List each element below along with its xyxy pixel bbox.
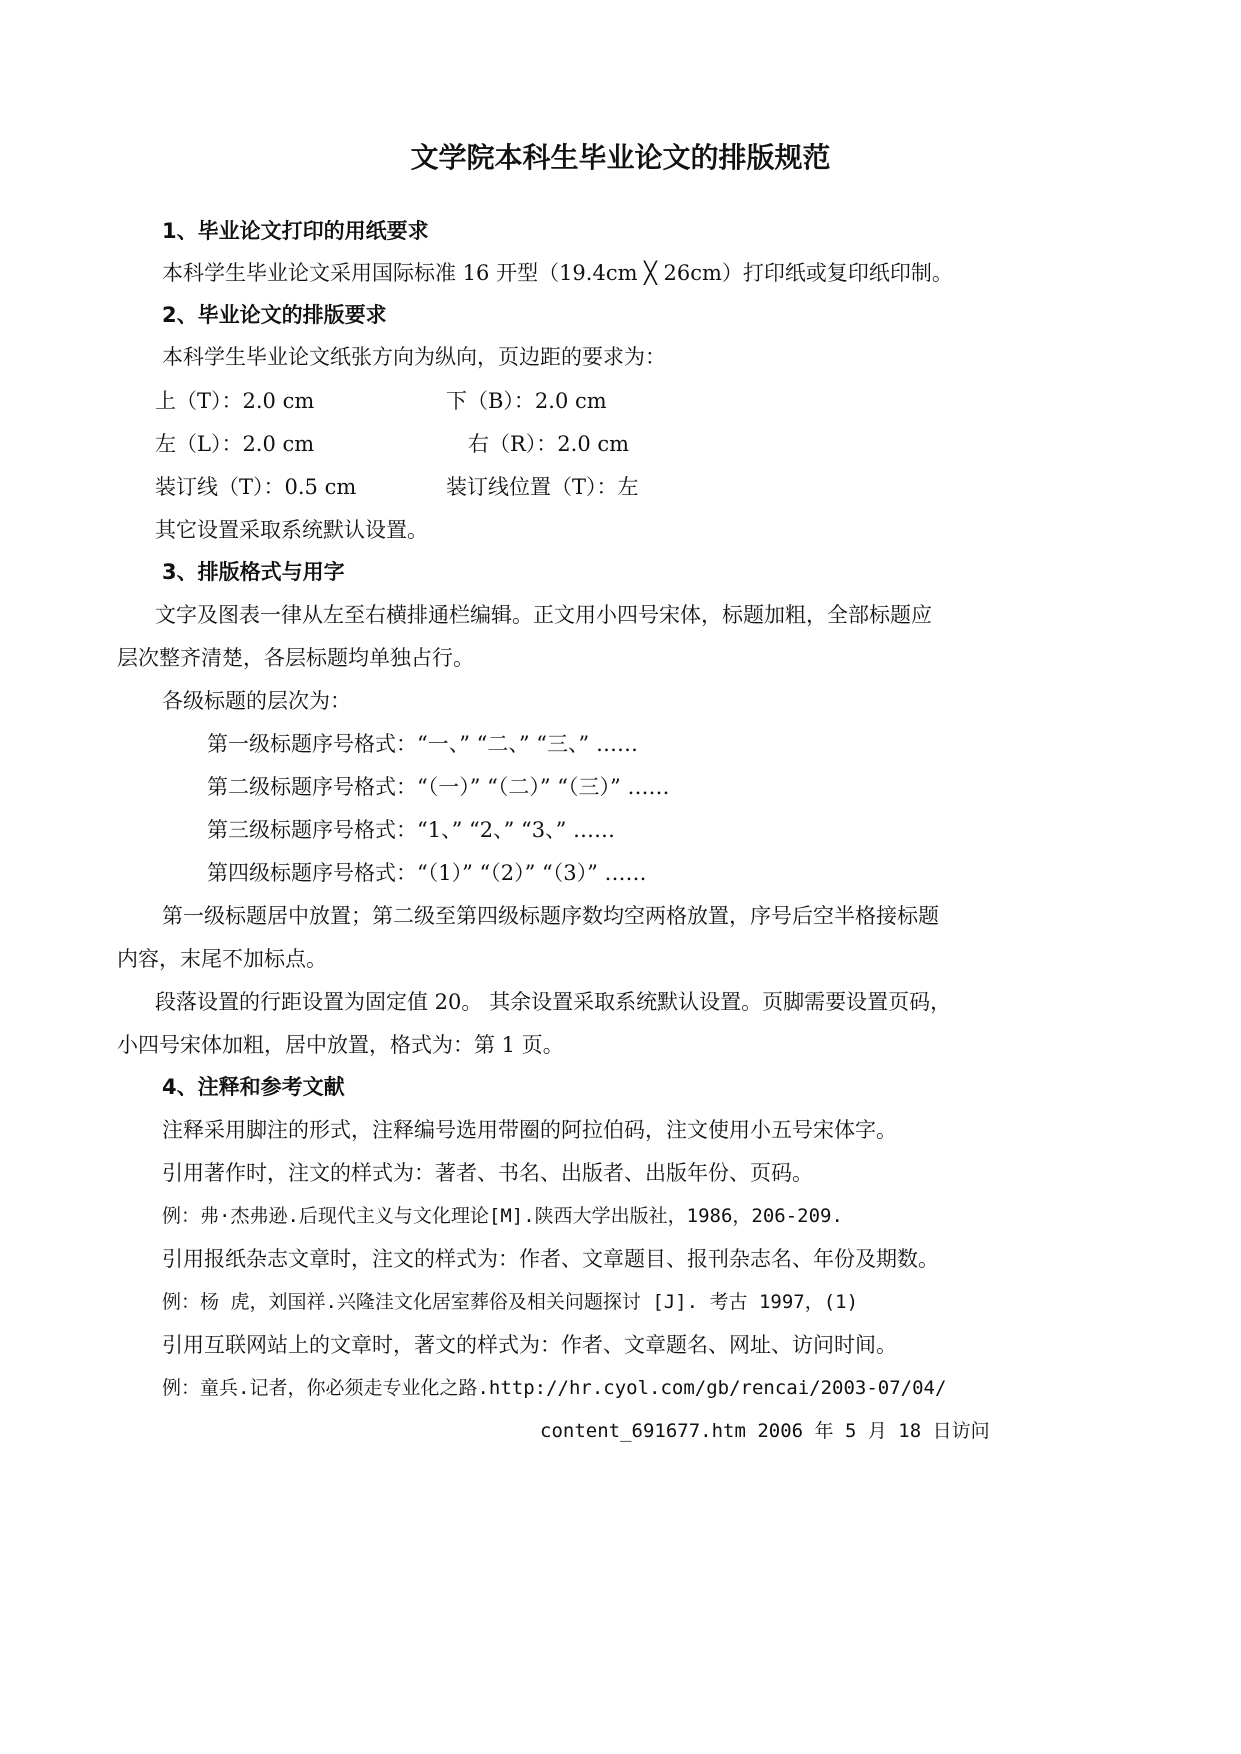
body-text-line: 引用报纸杂志文章时，注文的样式为：作者、文章题目、报刊杂志名、年份及期数。 [162, 1247, 939, 1271]
section-heading-1: 1、毕业论文打印的用纸要求 [162, 219, 429, 243]
body-text-line: 引用互联网站上的文章时，著文的样式为：作者、文章题名、网址、访问时间。 [162, 1333, 897, 1357]
section-heading-3: 3、排版格式与用字 [162, 560, 345, 584]
body-text-line: 注释采用脚注的形式，注释编号选用带圈的阿拉伯码，注文使用小五号宋体字。 [162, 1118, 897, 1142]
body-text-line: 各级标题的层次为： [162, 689, 351, 713]
margin-left: 左（L）：2.0 cm [155, 432, 315, 456]
body-text-line: 段落设置的行距设置为固定值 20。 其余设置采取系统默认设置。页脚需要设置页码， [155, 990, 952, 1014]
heading-level-format: 第四级标题序号格式：“（1）” “（2）” “（3）” …… [207, 861, 647, 885]
heading-level-format: 第二级标题序号格式：“（一）” “（二）” “（三）” …… [207, 775, 670, 799]
body-text-line: 引用著作时，注文的样式为：著者、书名、出版者、出版年份、页码。 [162, 1161, 813, 1185]
margin-bottom: 下（B）：2.0 cm [446, 389, 607, 413]
heading-level-format: 第一级标题序号格式：“一、” “二、” “三、” …… [207, 732, 638, 756]
citation-example: 例：杨 虎，刘国祥.兴隆洼文化居室葬俗及相关问题探讨 [J]. 考古 1997，(1) [162, 1291, 859, 1313]
section-heading-2: 2、毕业论文的排版要求 [162, 303, 387, 327]
section-heading-4: 4、注释和参考文献 [162, 1075, 345, 1099]
body-text-line: 其它设置采取系统默认设置。 [155, 518, 428, 542]
citation-example-continued: content_691677.htm 2006 年 5 月 18 日访问 [540, 1420, 990, 1442]
heading-level-format: 第三级标题序号格式：“1、” “2、” “3、” …… [207, 818, 616, 842]
citation-example: 例：弗·杰弗逊.后现代主义与文化理论[M].陕西大学出版社，1986，206-209. [162, 1205, 843, 1227]
body-text-line: 第一级标题居中放置；第二级至第四级标题序数均空两格放置，序号后空半格接标题 [162, 904, 939, 928]
body-text-line: 内容，末尾不加标点。 [117, 947, 327, 971]
gutter-position: 装订线位置（T）：左 [446, 475, 639, 499]
gutter-setting: 装订线（T）：0.5 cm [155, 475, 357, 499]
margin-top: 上（T）：2.0 cm [155, 389, 315, 413]
body-text-line: 小四号宋体加粗，居中放置，格式为：第 1 页。 [117, 1033, 564, 1057]
body-text-line: 层次整齐清楚，各层标题均单独占行。 [117, 646, 474, 670]
body-text-line: 文字及图表一律从左至右横排通栏编辑。正文用小四号宋体，标题加粗，全部标题应 [155, 603, 932, 627]
citation-example: 例：童兵.记者，你必须走专业化之路.http://hr.cyol.com/gb/rencai/2003-07/04/ [162, 1377, 947, 1399]
body-text-line: 本科学生毕业论文纸张方向为纵向，页边距的要求为： [162, 345, 666, 369]
document-title: 文学院本科生毕业论文的排版规范 [410, 141, 831, 174]
margin-right: 右（R）：2.0 cm [468, 432, 630, 456]
body-text-line: 本科学生毕业论文采用国际标准 16 开型（19.4cm ╳ 26cm）打印纸或复印纸印制。 [162, 261, 953, 285]
